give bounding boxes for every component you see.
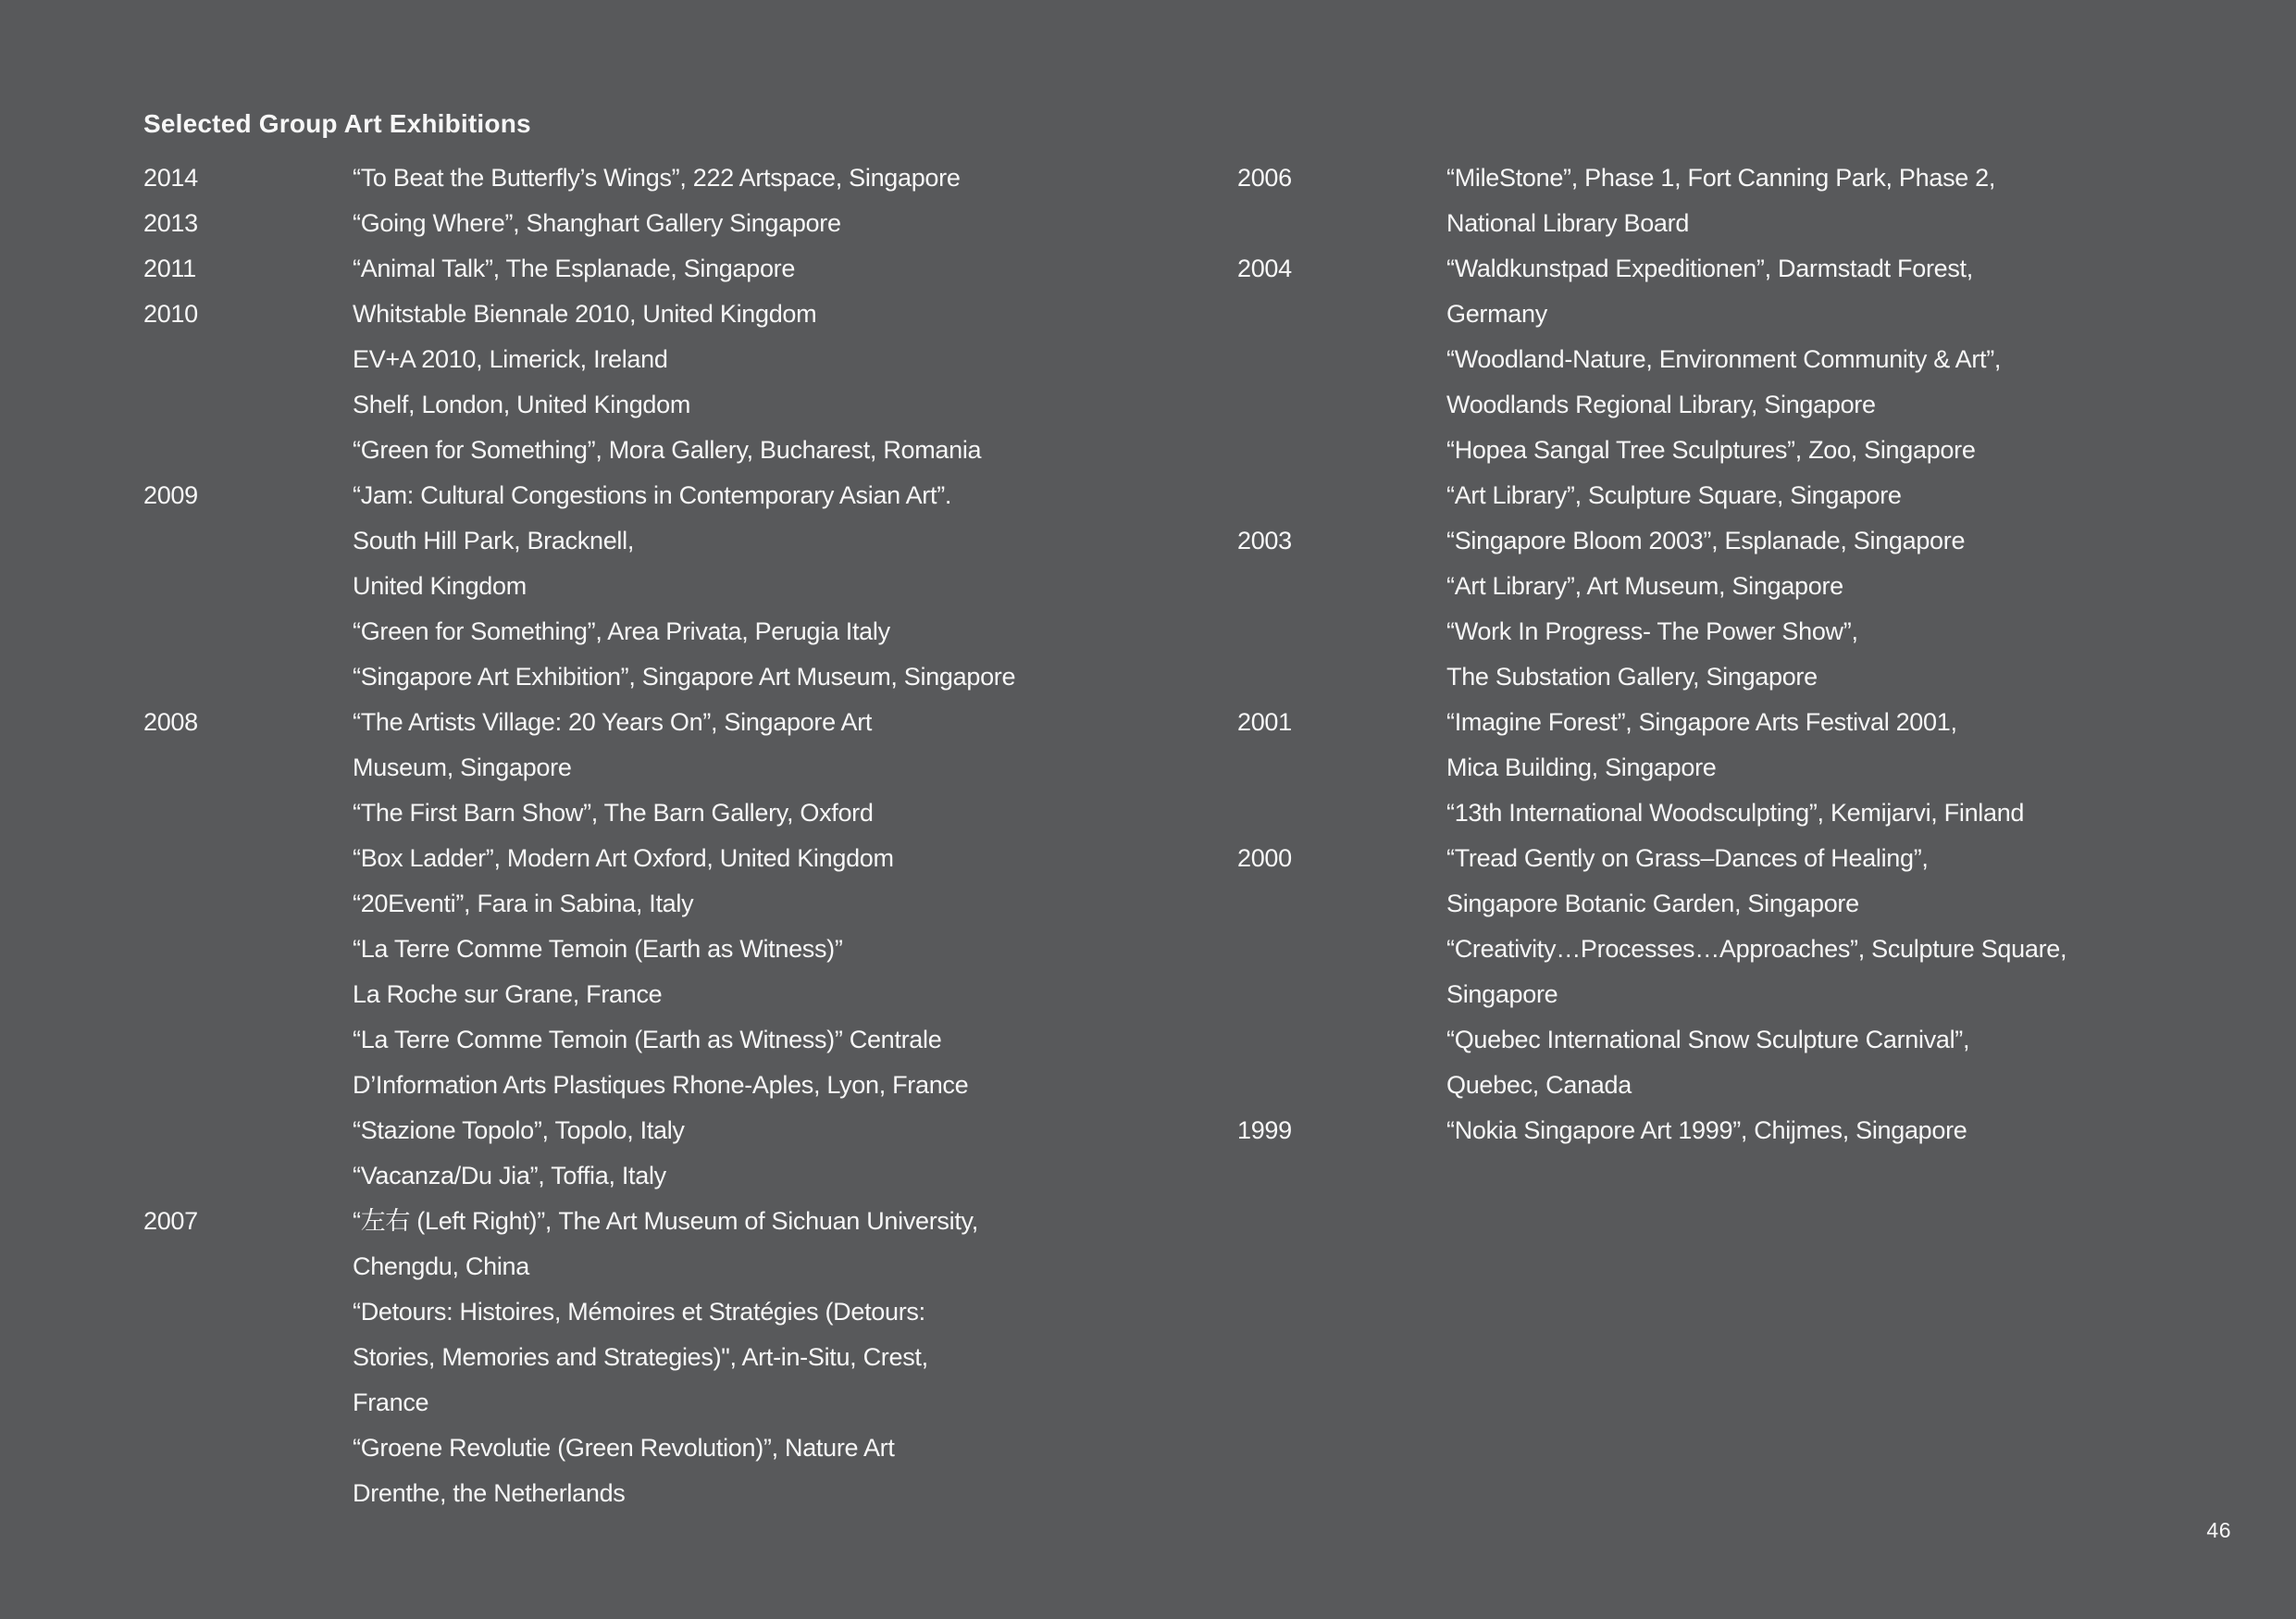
exhibition-line: Stories, Memories and Strategies)", Art-in-Situ, Crest, [353, 1343, 928, 1371]
exhibition-line: “Imagine Forest”, Singapore Arts Festival 2001, [1446, 708, 1957, 736]
exhibition-entry [143, 292, 1226, 473]
exhibition-line: EV+A 2010, Limerick, Ireland [353, 345, 668, 373]
exhibition-line: Whitstable Biennale 2010, United Kingdom [353, 300, 817, 328]
exhibition-line: Chengdu, China [353, 1252, 529, 1280]
exhibition-entry [1237, 518, 2296, 700]
exhibition-entry [1237, 700, 2296, 836]
year-label: 2014 [143, 164, 198, 192]
page-number: 46 [2206, 1518, 2231, 1542]
exhibition-line: “To Beat the Butterfly’s Wings”, 222 Artspace, Singapore [353, 164, 961, 192]
exhibition-line: “左右 (Left Right)”, The Art Museum of Sichuan University, [353, 1207, 978, 1235]
exhibition-lines [1446, 836, 2296, 1108]
exhibition-line: “20Eventi”, Fara in Sabina, Italy [353, 890, 694, 917]
exhibition-line: “Waldkunstpad Expeditionen”, Darmstadt Forest, [1446, 255, 1973, 282]
exhibition-line: France [353, 1389, 429, 1416]
exhibition-lines [353, 700, 1226, 1199]
exhibition-line: Singapore [1446, 980, 1558, 1008]
year-label: 2001 [1237, 708, 1292, 736]
exhibition-line: Woodlands Regional Library, Singapore [1446, 391, 1876, 418]
exhibition-lines [353, 156, 1226, 201]
exhibition-lines [1446, 1108, 2296, 1153]
exhibition-line: “Detours: Histoires, Mémoires et Stratégies (Detours: [353, 1298, 925, 1326]
page-title: Selected Group Art Exhibitions [143, 109, 531, 138]
exhibition-line: Drenthe, the Netherlands [353, 1479, 626, 1507]
exhibition-line: The Substation Gallery, Singapore [1446, 663, 1818, 691]
exhibition-entry [143, 473, 1226, 700]
year-label: 2013 [143, 209, 198, 237]
exhibition-line: “13th International Woodsculpting”, Kemijarvi, Finland [1446, 799, 2025, 827]
exhibition-lines [1446, 246, 2296, 518]
exhibition-line: “MileStone”, Phase 1, Fort Canning Park, Phase 2, [1446, 164, 1996, 192]
exhibition-line: Mica Building, Singapore [1446, 753, 1717, 781]
exhibition-line: “Art Library”, Sculpture Square, Singapore [1446, 481, 1902, 509]
exhibition-lines [353, 473, 1226, 700]
exhibition-lines [353, 201, 1226, 246]
year-label: 2000 [1237, 844, 1292, 872]
exhibition-lines [353, 292, 1226, 473]
year-label: 1999 [1237, 1116, 1292, 1144]
exhibition-line: “Stazione Topolo”, Topolo, Italy [353, 1116, 685, 1144]
exhibition-line: “Vacanza/Du Jia”, Toffia, Italy [353, 1162, 666, 1189]
exhibition-line: Singapore Botanic Garden, Singapore [1446, 890, 1859, 917]
exhibition-line: “Box Ladder”, Modern Art Oxford, United Kingdom [353, 844, 894, 872]
exhibition-line: “Jam: Cultural Congestions in Contemporary Asian Art”. [353, 481, 952, 509]
exhibition-lines [1446, 700, 2296, 836]
exhibition-lines [353, 1199, 1226, 1516]
exhibition-line: “Singapore Art Exhibition”, Singapore Art Museum, Singapore [353, 663, 1016, 691]
exhibition-line: “The Artists Village: 20 Years On”, Singapore Art [353, 708, 873, 736]
exhibition-entry [1237, 836, 2296, 1108]
exhibition-line: “Groene Revolutie (Green Revolution)”, Nature Art [353, 1434, 895, 1462]
exhibition-line: “Green for Something”, Area Privata, Perugia Italy [353, 617, 890, 645]
exhibition-line: “Green for Something”, Mora Gallery, Bucharest, Romania [353, 436, 982, 464]
exhibition-entry [143, 700, 1226, 1199]
exhibition-entry [143, 156, 1226, 201]
year-label: 2003 [1237, 527, 1292, 554]
exhibition-line: “Tread Gently on Grass–Dances of Healing”, [1446, 844, 1929, 872]
exhibition-line: “Art Library”, Art Museum, Singapore [1446, 572, 1843, 600]
year-label: 2009 [143, 481, 198, 509]
exhibition-line: Museum, Singapore [353, 753, 572, 781]
exhibition-line: “The First Barn Show”, The Barn Gallery, Oxford [353, 799, 874, 827]
year-label: 2006 [1237, 164, 1292, 192]
exhibition-line: “Animal Talk”, The Esplanade, Singapore [353, 255, 796, 282]
exhibition-line: La Roche sur Grane, France [353, 980, 663, 1008]
exhibition-line: “Quebec International Snow Sculpture Carnival”, [1446, 1026, 1970, 1053]
exhibition-line: Quebec, Canada [1446, 1071, 1632, 1099]
exhibition-line: National Library Board [1446, 209, 1690, 237]
exhibition-line: D’Information Arts Plastiques Rhone-Aples, Lyon, France [353, 1071, 969, 1099]
exhibition-entry [1237, 1108, 2296, 1153]
exhibition-line: “Hopea Sangal Tree Sculptures”, Zoo, Singapore [1446, 436, 1976, 464]
exhibition-line: United Kingdom [353, 572, 527, 600]
exhibitions-column-left [143, 156, 1226, 1516]
exhibition-lines [353, 246, 1226, 292]
exhibition-line: “Going Where”, Shanghart Gallery Singapore [353, 209, 841, 237]
exhibition-entry [1237, 246, 2296, 518]
exhibition-entry [1237, 156, 2296, 246]
exhibition-line: Shelf, London, United Kingdom [353, 391, 691, 418]
year-label: 2007 [143, 1207, 198, 1235]
exhibition-line: “Singapore Bloom 2003”, Esplanade, Singapore [1446, 527, 1966, 554]
exhibition-entry [143, 1199, 1226, 1516]
year-label: 2011 [143, 255, 196, 282]
exhibition-line: “Woodland-Nature, Environment Community & Art”, [1446, 345, 2002, 373]
year-label: 2010 [143, 300, 198, 328]
exhibition-line: “La Terre Comme Temoin (Earth as Witness)” Centrale [353, 1026, 942, 1053]
year-label: 2004 [1237, 255, 1292, 282]
exhibition-lines [1446, 156, 2296, 246]
exhibition-entry [143, 201, 1226, 246]
exhibition-line: “La Terre Comme Temoin (Earth as Witness)” [353, 935, 843, 963]
exhibition-line: “Work In Progress- The Power Show”, [1446, 617, 1858, 645]
exhibition-line: South Hill Park, Bracknell, [353, 527, 635, 554]
year-label: 2008 [143, 708, 198, 736]
exhibition-line: Germany [1446, 300, 1547, 328]
exhibitions-column-right [1237, 156, 2296, 1153]
exhibition-lines [1446, 518, 2296, 700]
exhibition-line: “Creativity…Processes…Approaches”, Sculpture Square, [1446, 935, 2067, 963]
exhibition-entry [143, 246, 1226, 292]
exhibition-line: “Nokia Singapore Art 1999”, Chijmes, Singapore [1446, 1116, 1967, 1144]
